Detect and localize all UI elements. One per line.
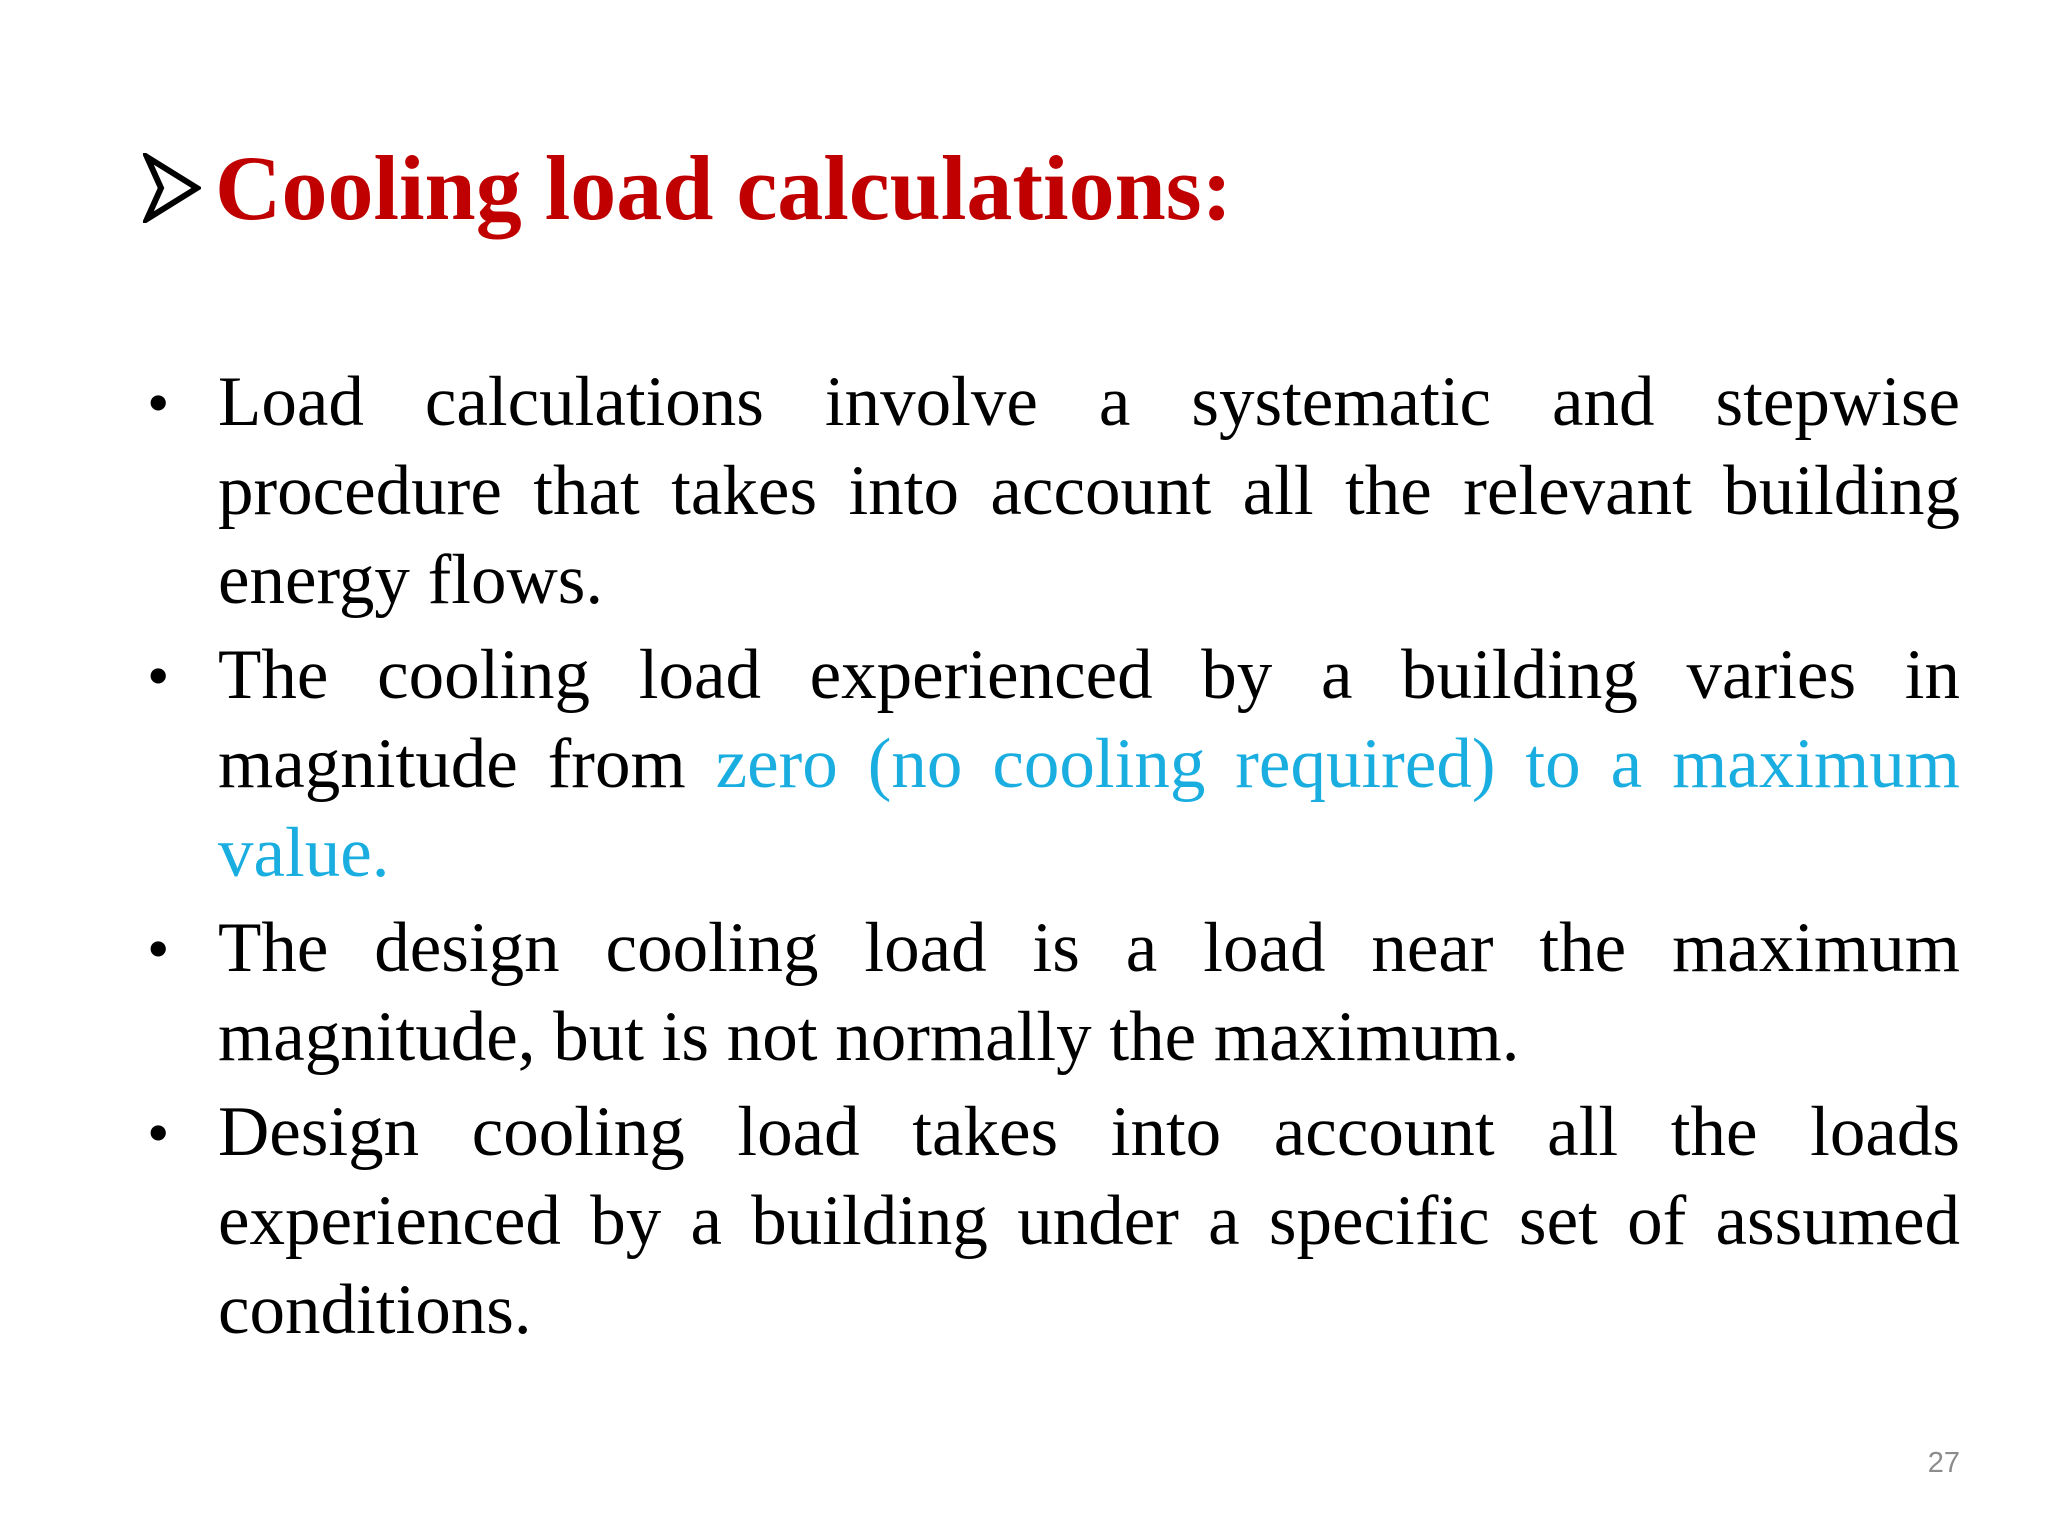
bullet-item (140, 1088, 1960, 1355)
bullet-item (140, 904, 1960, 1082)
arrow-bullet-icon (143, 153, 201, 223)
bullet-text (218, 631, 1960, 898)
bullet-dot: • (147, 367, 170, 438)
bullet-item (140, 358, 1960, 625)
bullet-text: Load calculations involve a systematic and stepwise procedure that takes into account all the relevant building energy flows. (218, 363, 1960, 619)
bullet-dot: • (147, 913, 170, 984)
bullet-item (140, 631, 1960, 898)
page-number: 27 (1927, 1447, 1960, 1479)
slide-title (143, 138, 1232, 238)
bullet-text: The design cooling load is a load near the maximum magnitude, but is not normally the maximum. (218, 909, 1960, 1076)
bullet-dot: • (147, 640, 170, 711)
bullet-text-highlight: zero (no cooling required) to a maximum value. (218, 725, 1961, 892)
bullet-text: Design cooling load takes into account all the loads experienced by a building under a specific set of assumed conditions. (218, 1093, 1960, 1349)
bullet-list (140, 358, 1960, 1361)
bullet-text-plain: The cooling load experienced by a building varies in magnitude from (218, 636, 1960, 803)
slide-title-text: Cooling load calculations: (215, 137, 1233, 239)
bullet-dot: • (147, 1097, 170, 1168)
